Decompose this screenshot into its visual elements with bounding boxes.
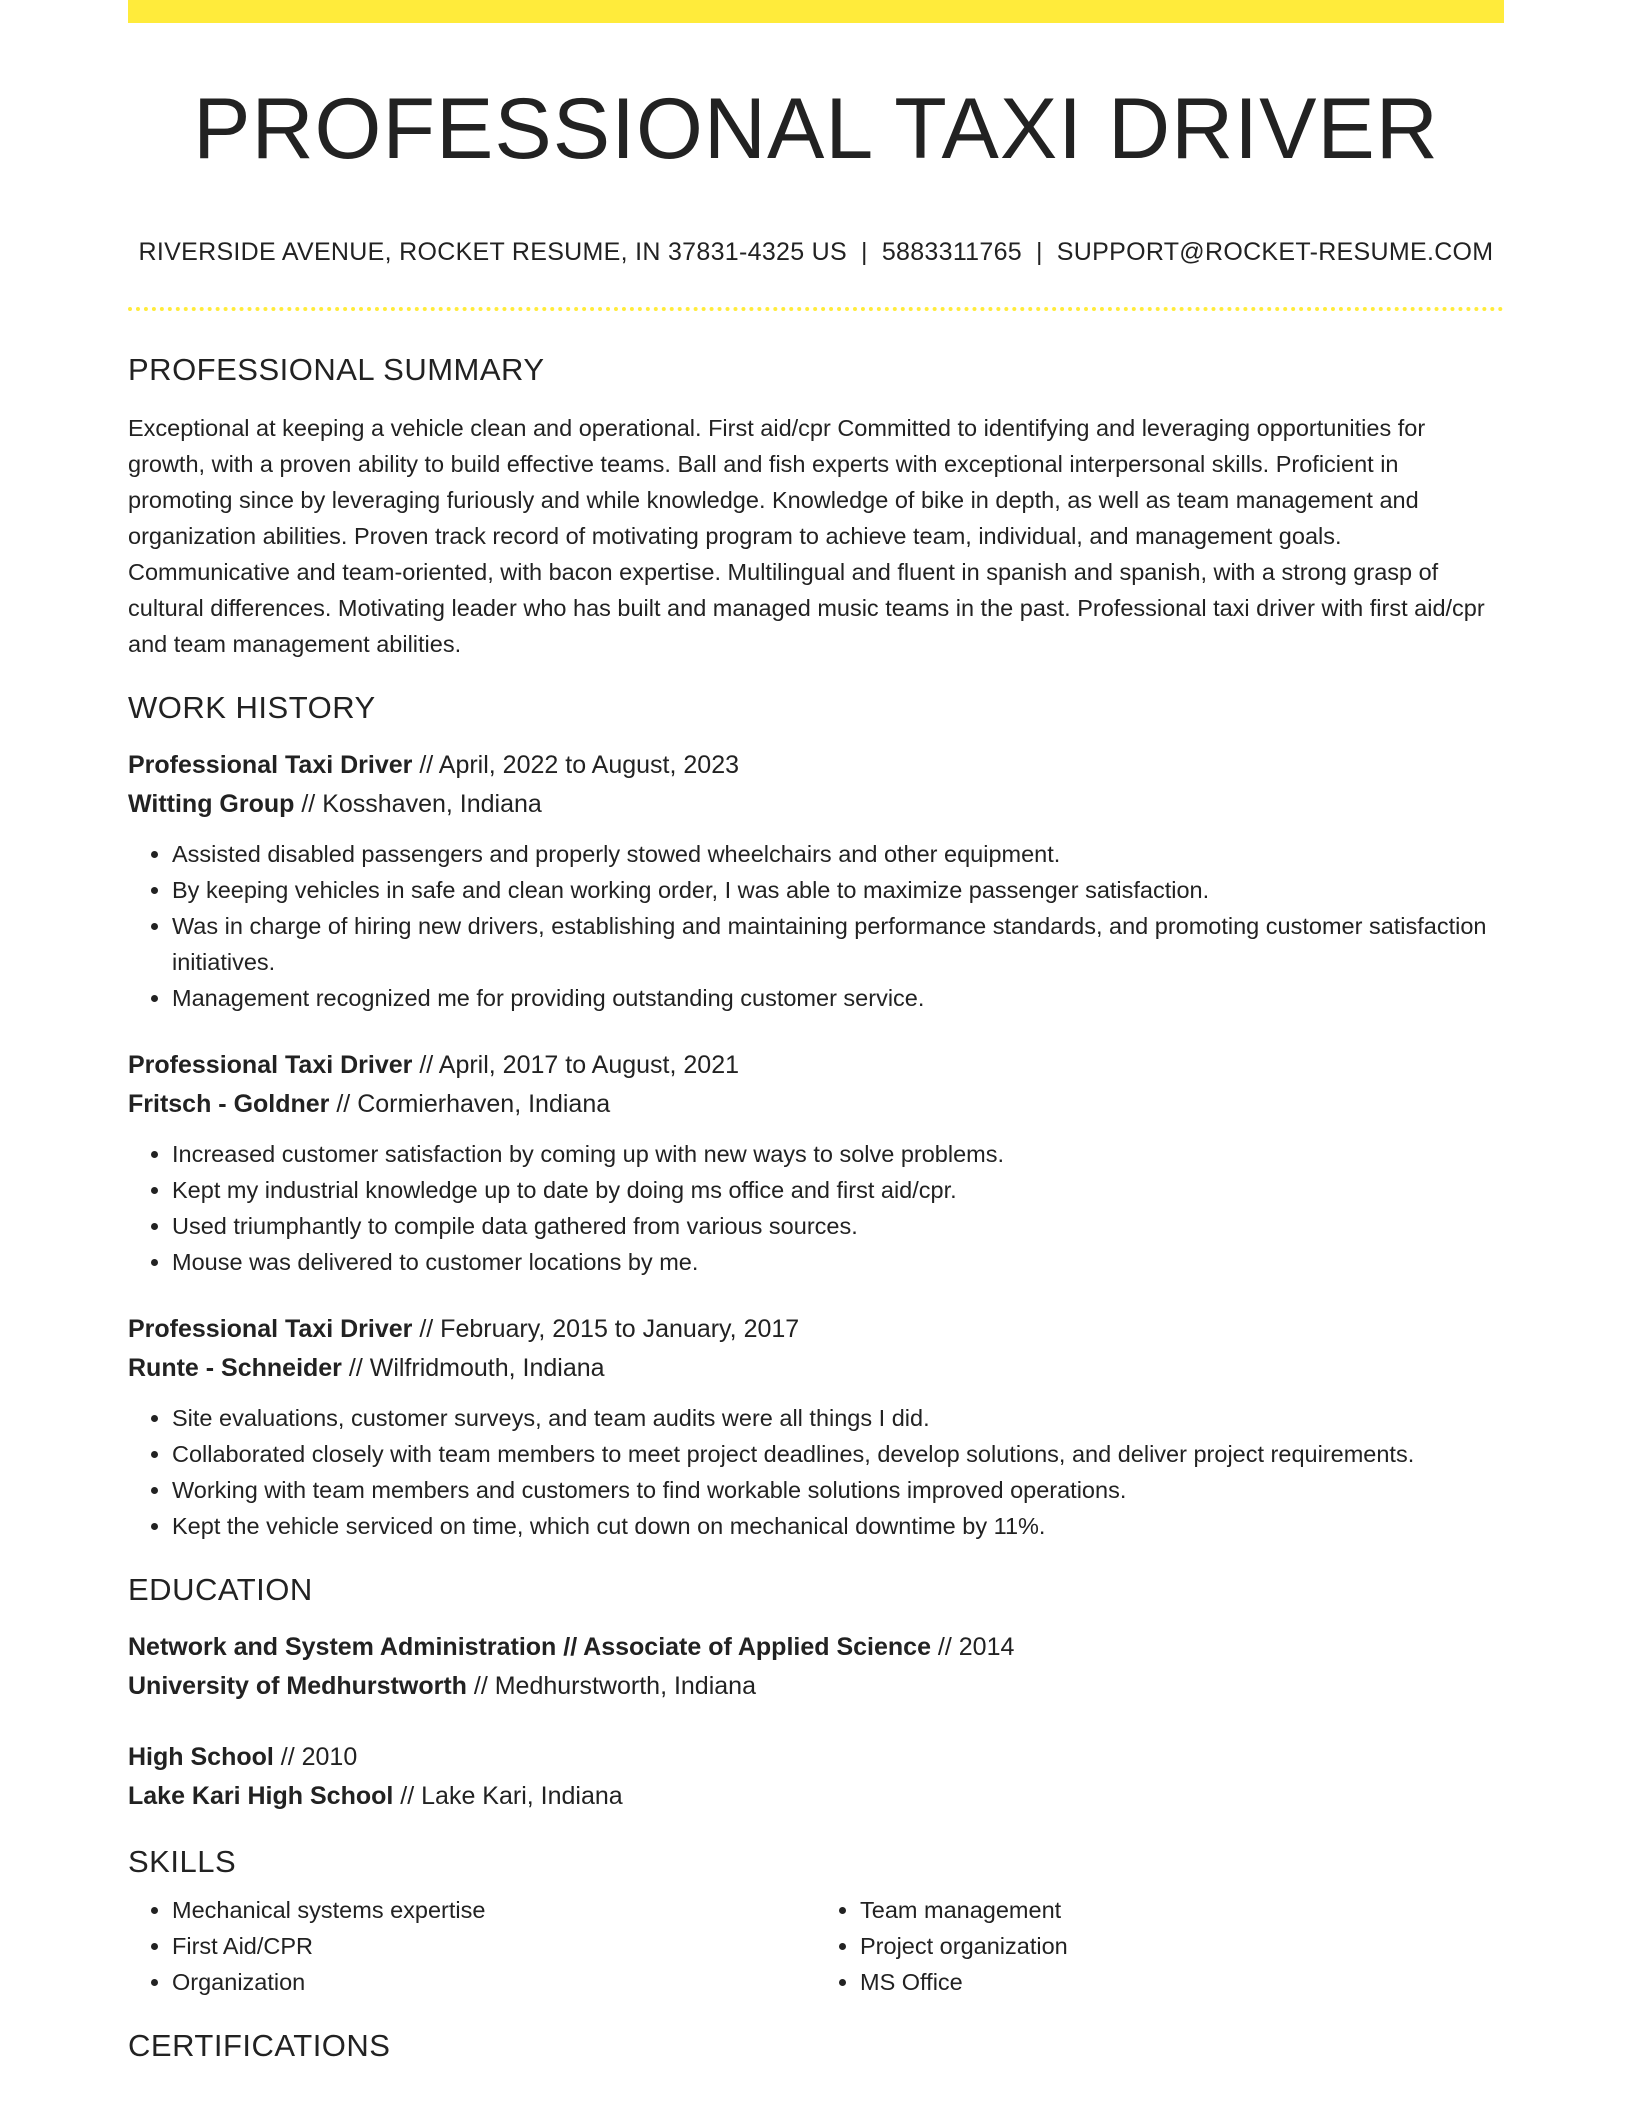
job-entry xyxy=(128,746,1504,1016)
job-bullet: • Management recognized me for providing outstanding customer service. xyxy=(172,980,1504,1016)
job-company-line xyxy=(128,1085,1504,1124)
education-degree-line xyxy=(128,1738,1504,1777)
job-location: Cormierhaven, Indiana xyxy=(357,1090,611,1118)
education-degree: Network and System Administration // Associate of Applied Science xyxy=(128,1633,931,1661)
education-degree: High School xyxy=(128,1743,274,1771)
job-bullet: • Increased customer satisfaction by coming up with new ways to solve problems. xyxy=(172,1136,1504,1172)
job-entry xyxy=(128,1046,1504,1280)
job-bullet: • Site evaluations, customer surveys, and team audits were all things I did. xyxy=(172,1400,1504,1436)
skill-item: • First Aid/CPR xyxy=(172,1928,816,1964)
skills-section xyxy=(128,1844,1504,2000)
separator: // xyxy=(393,1782,422,1810)
job-title-line xyxy=(128,1046,1504,1085)
education-heading: EDUCATION xyxy=(128,1572,313,1607)
job-bullet: • Working with team members and customers to find workable solutions improved operations. xyxy=(172,1472,1504,1508)
job-bullet: • Kept my industrial knowledge up to date by doing ms office and first aid/cpr. xyxy=(172,1172,1504,1208)
summary-heading: PROFESSIONAL SUMMARY xyxy=(128,352,545,387)
job-bullets xyxy=(128,836,1504,1016)
education-location: Lake Kari, Indiana xyxy=(421,1782,623,1810)
job-dates: February, 2015 to January, 2017 xyxy=(440,1315,800,1343)
job-dates: April, 2017 to August, 2021 xyxy=(438,1051,740,1079)
skill-item: • Project organization xyxy=(860,1928,1504,1964)
job-company-line xyxy=(128,1349,1504,1388)
contact-separator: | xyxy=(1036,238,1043,266)
job-entry xyxy=(128,1310,1504,1544)
job-bullets xyxy=(128,1400,1504,1544)
education-school: Lake Kari High School xyxy=(128,1782,394,1810)
job-bullets xyxy=(128,1136,1504,1280)
separator: // xyxy=(412,1315,441,1343)
education-year: 2014 xyxy=(958,1633,1015,1661)
education-degree-line xyxy=(128,1628,1504,1667)
resume-body xyxy=(128,352,1504,2064)
education-section xyxy=(128,1572,1504,1816)
job-title: Professional Taxi Driver xyxy=(128,1315,413,1343)
job-bullet: • Used triumphantly to compile data gathered from various sources. xyxy=(172,1208,1504,1244)
job-dates: April, 2022 to August, 2023 xyxy=(438,751,740,779)
contact-line xyxy=(128,238,1504,267)
job-location: Kosshaven, Indiana xyxy=(322,790,542,818)
job-company: Runte - Schneider xyxy=(128,1354,342,1382)
job-bullet: • Was in charge of hiring new drivers, establishing and maintaining performance standards, and promoting customer satisfaction initiatives. xyxy=(172,908,1504,980)
education-entry xyxy=(128,1738,1504,1816)
separator: // xyxy=(341,1354,370,1382)
education-school: University of Medhurstworth xyxy=(128,1672,467,1700)
accent-top-bar xyxy=(128,0,1504,23)
dotted-divider xyxy=(128,307,1504,311)
work-history-heading: WORK HISTORY xyxy=(128,690,376,725)
summary-text: Exceptional at keeping a vehicle clean and operational. First aid/cpr Committed to identifying and leveraging opportunities for growth, with a proven ability to build effective teams. Ball and fish experts with exceptional interpersonal skills. Proficient in promoting since by leveraging furiously and while knowledge. Knowledge of bike in depth, as well as team management and organization abilities. Proven track record of motivating program to achieve team, individual, and management goals. Communicative and team-oriented, with bacon expertise. Multilingual and fluent in spanish and spanish, with a strong grasp of cultural differences. Motivating leader who has built and managed music teams in the past. Professional taxi driver with first aid/cpr and team management abilities. xyxy=(128,415,1485,657)
job-bullet: • By keeping vehicles in safe and clean working order, I was able to maximize passenger satisfaction. xyxy=(172,872,1504,908)
summary-section xyxy=(128,352,1504,662)
contact-separator: | xyxy=(861,238,868,266)
education-school-line xyxy=(128,1777,1504,1816)
skill-item: • Team management xyxy=(860,1892,1504,1928)
contact-email: SUPPORT@ROCKET-RESUME.COM xyxy=(1056,238,1494,266)
contact-phone: 5883311765 xyxy=(881,238,1022,266)
skills-heading: SKILLS xyxy=(128,1844,237,1879)
education-entry xyxy=(128,1628,1504,1706)
job-bullet: • Collaborated closely with team members to meet project deadlines, develop solutions, and deliver project requirements. xyxy=(172,1436,1504,1472)
skill-item: • MS Office xyxy=(860,1964,1504,2000)
job-bullet: • Mouse was delivered to customer locations by me. xyxy=(172,1244,1504,1280)
skill-item: • Mechanical systems expertise xyxy=(172,1892,816,1928)
skill-item: • Organization xyxy=(172,1964,816,2000)
certifications-heading: CERTIFICATIONS xyxy=(128,2028,391,2063)
separator: // xyxy=(930,1633,959,1661)
job-company: Witting Group xyxy=(128,790,295,818)
skills-column-right xyxy=(816,1892,1504,2000)
separator: // xyxy=(273,1743,302,1771)
job-bullet: • Kept the vehicle serviced on time, which cut down on mechanical downtime by 11%. xyxy=(172,1508,1504,1544)
job-company: Fritsch - Goldner xyxy=(128,1090,330,1118)
separator: // xyxy=(412,751,439,779)
separator: // xyxy=(466,1672,495,1700)
education-location: Medhurstworth, Indiana xyxy=(494,1672,756,1700)
job-location: Wilfridmouth, Indiana xyxy=(369,1354,605,1382)
job-bullet: • Assisted disabled passengers and properly stowed wheelchairs and other equipment. xyxy=(172,836,1504,872)
job-title: Professional Taxi Driver xyxy=(128,1051,413,1079)
contact-address: RIVERSIDE AVENUE, ROCKET RESUME, IN 37831-4325 US xyxy=(138,238,848,266)
job-title-line xyxy=(128,1310,1504,1349)
job-title: Professional Taxi Driver xyxy=(128,751,413,779)
skills-grid xyxy=(128,1892,1504,2000)
resume-name: PROFESSIONAL TAXI DRIVER xyxy=(193,81,1439,177)
education-school-line xyxy=(128,1667,1504,1706)
job-company-line xyxy=(128,785,1504,824)
separator: // xyxy=(412,1051,439,1079)
separator: // xyxy=(329,1090,358,1118)
work-history-section xyxy=(128,690,1504,1544)
certifications-section xyxy=(128,2028,1504,2064)
job-title-line xyxy=(128,746,1504,785)
separator: // xyxy=(294,790,323,818)
skills-column-left xyxy=(128,1892,816,2000)
education-year: 2010 xyxy=(301,1743,358,1771)
